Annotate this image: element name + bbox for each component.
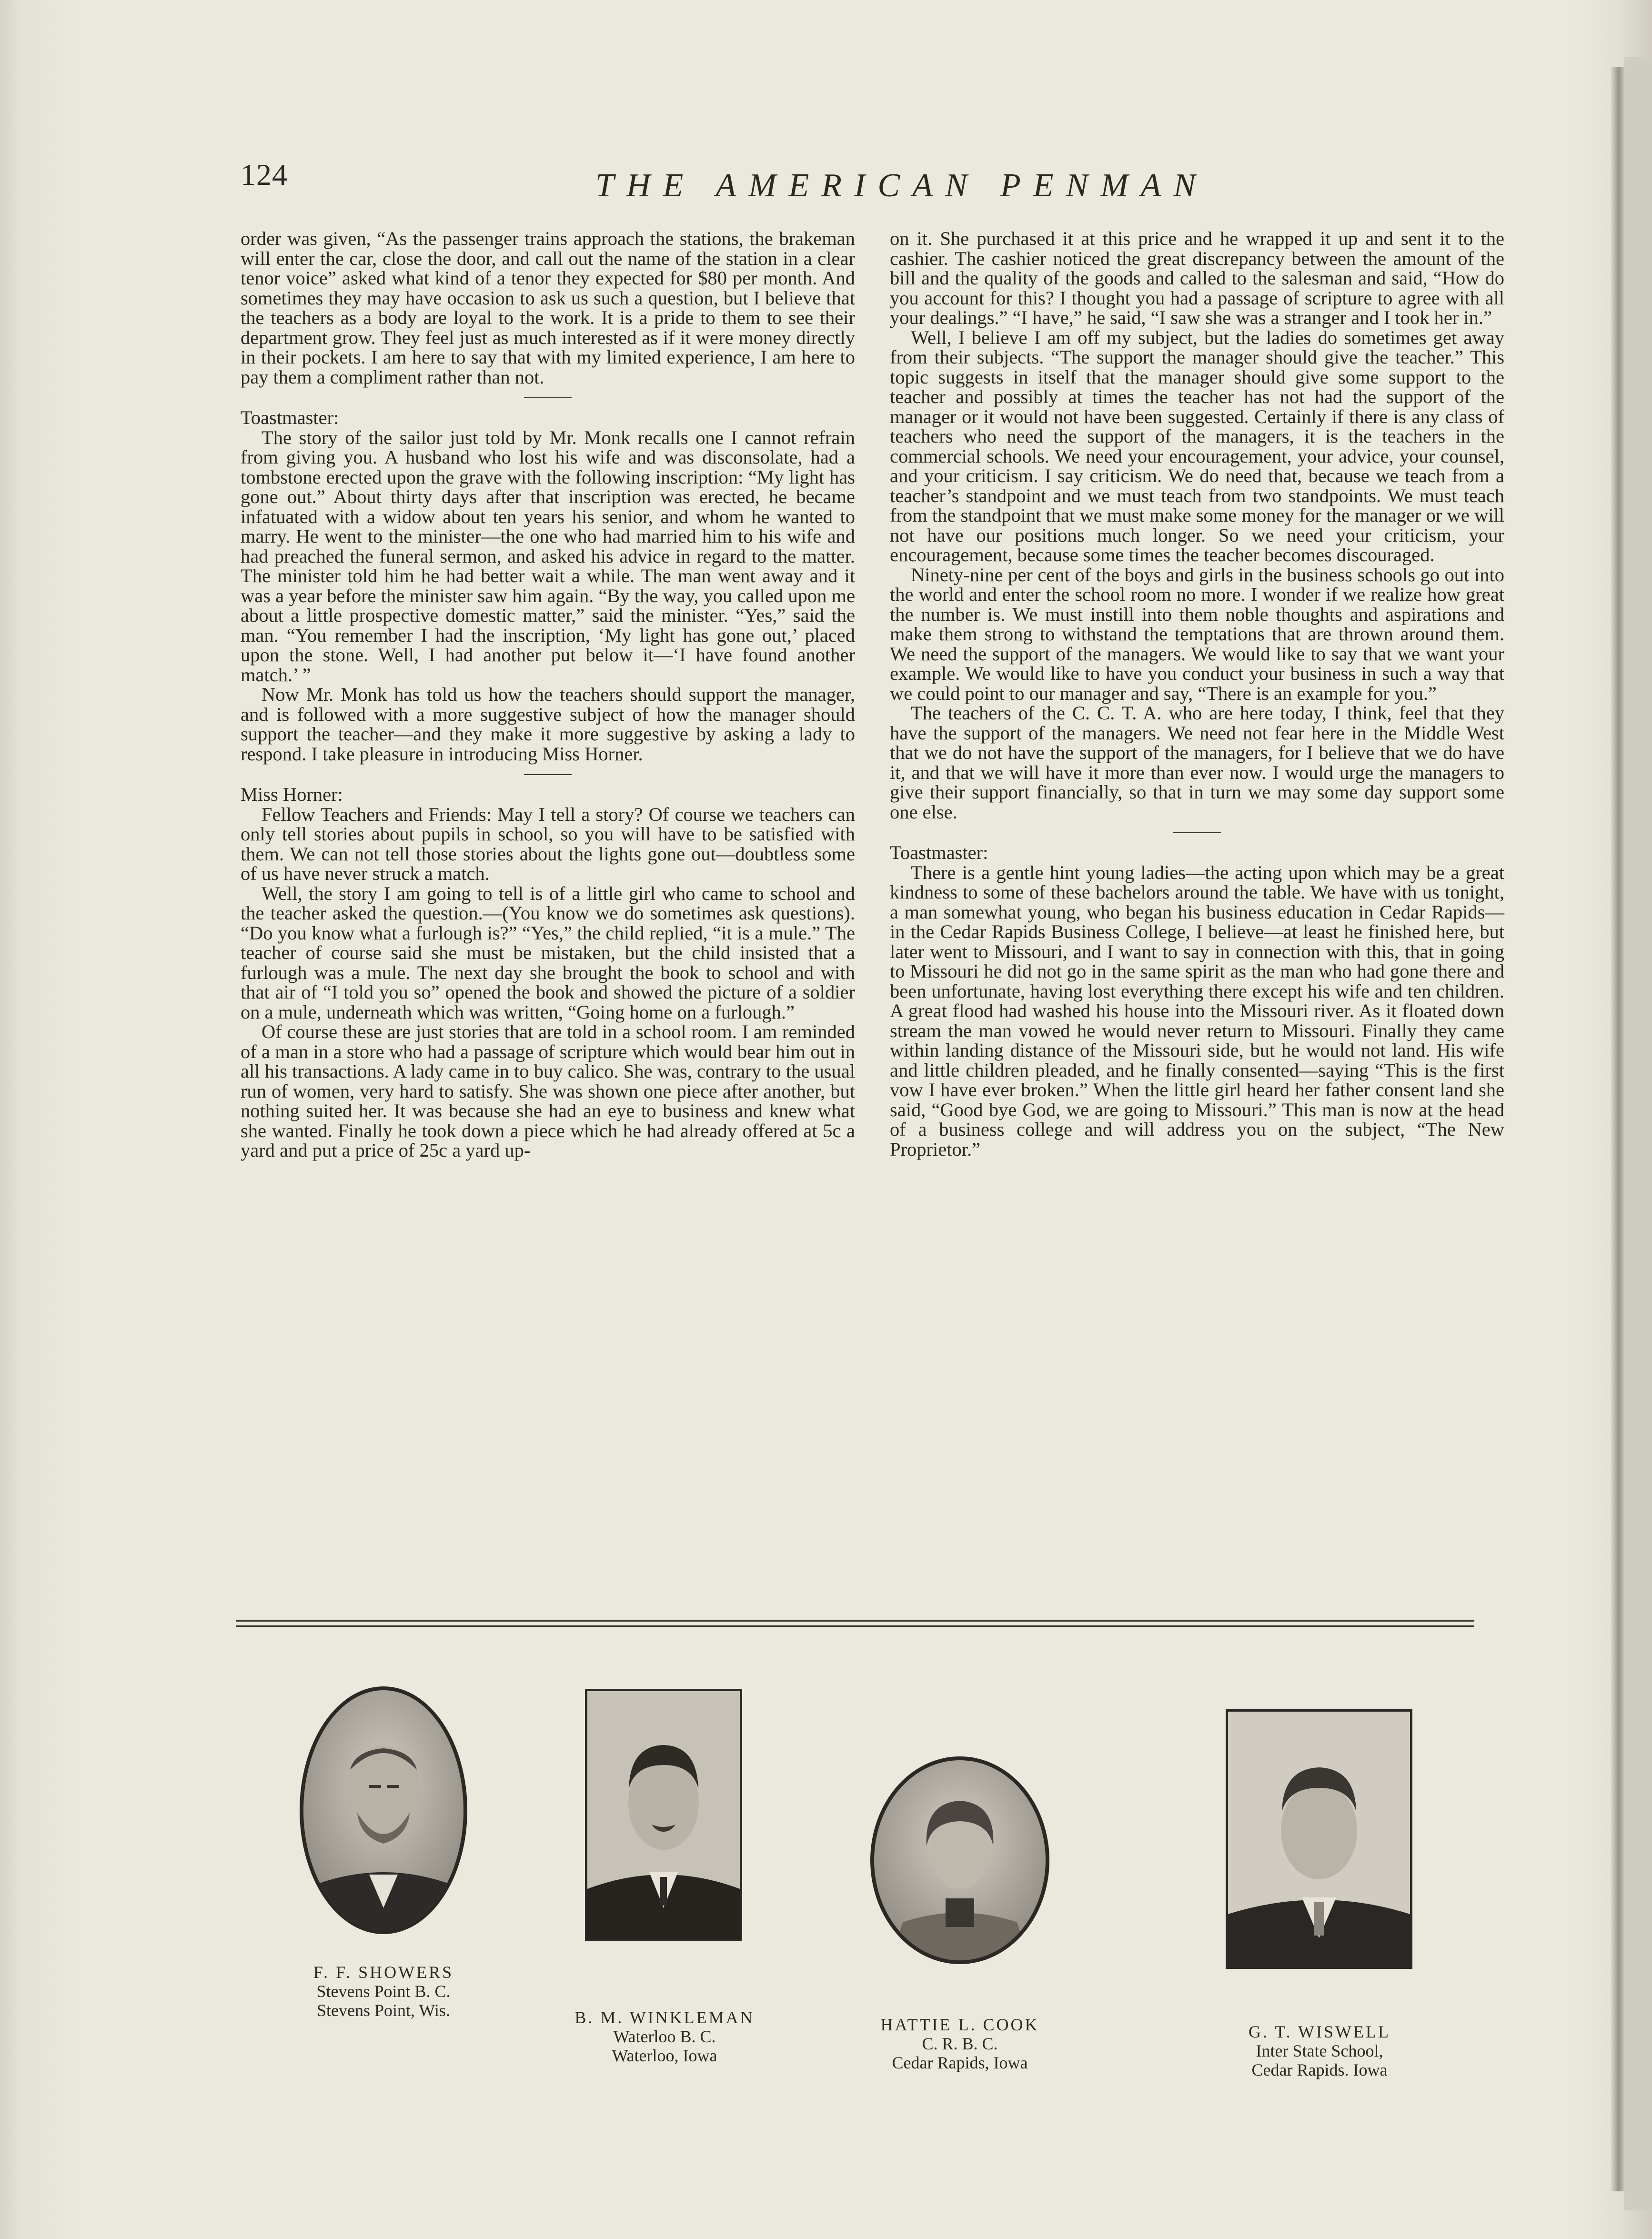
paragraph: The story of the sailor just told by Mr. Monk recalls one I cannot refrain from giving you. A husband who lost his wife and was disconsolate, had a tombstone erected upon the grave with the following inscription: “My light has gone out.” About thirty days after that inscription was erected, he became infatuated with a widow about ten years his senior, and whom he wanted to marry. He went to the minister—the one who had married him to his wife and had preached the funeral sermon, and asked his advice in regard to the matter. The minister told him he had better wait a while. The man went away and it was a year before the minister saw him again. “By the way, you called upon me about a little prospective domestic matter,” said the minister. “Yes,” said the man. “You remember I had the inscription, ‘My light has gone out,’ placed upon the stone. Well, I had another put below it—‘I have found another match.’ ” <box>241 426 855 686</box>
section-divider-bottom <box>236 1625 1474 1627</box>
portrait-g-t-wiswell <box>1226 1709 1412 1969</box>
portrait-location: Cedar Rapids. Iowa <box>1251 2060 1388 2079</box>
speaker-label: Toastmaster: <box>241 407 339 428</box>
portrait-location: Stevens Point, Wis. <box>317 2001 450 2020</box>
section-rule <box>524 397 572 398</box>
portrait-location: Cedar Rapids, Iowa <box>892 2053 1028 2072</box>
running-title: THE AMERICAN PENMAN <box>595 167 1208 204</box>
portrait-f-f-showers <box>298 1684 469 1936</box>
portrait-name: HATTIE L. COOK <box>880 2015 1039 2034</box>
portrait-photo-oval <box>869 1755 1050 1965</box>
portrait-name: F. F. SHOWERS <box>313 1963 454 1982</box>
paragraph: on it. She purchased it at this price and he wrapped it up and sent it to the cashier. The cashier noticed the great discrepancy between the amount of the bill and the quality of the goods and called to the salesman and said, “How do you account for this? I thought you had a passage of scripture to agree with all your dealings.” “I have,” he said, “I saw she was a stranger and I took her in.” <box>890 228 1504 328</box>
portrait-photo-oval <box>298 1684 469 1936</box>
paragraph: Well, I believe I am off my subject, but the ladies do sometimes get away from their subjects. “The support the manager should give the teacher.” This topic suggests in itself that the manager should give some support to the teacher and possibly at times the teacher has not had the support of the manager or it would not have been suggested. Certainly if there is any class of teachers who need the support of the managers, it is the teachers in the commercial schools. We need your encouragement, your advice, your counsel, and your criticism. I say criticism. We do need that, because we teach from a teacher’s standpoint and we must teach from two standpoints. We must teach from the standpoint that we must make some money for the manager or we will not have our positions much longer. So we need your criticism, your encouragement, because some times the teacher becomes discouraged. <box>890 326 1504 565</box>
portrait-school: Waterloo B. C. <box>613 2027 716 2046</box>
portrait-school: Stevens Point B. C. <box>316 1982 451 2001</box>
portrait-photo-rect <box>1226 1709 1412 1969</box>
speaker-label: Toastmaster: <box>890 842 988 863</box>
page-edge-shadow <box>1610 67 1624 2191</box>
section-divider-top <box>236 1620 1474 1622</box>
section-rule <box>524 774 572 775</box>
caption-hattie-l-cook <box>843 2015 1077 2072</box>
portrait-hattie-l-cook <box>869 1755 1050 1965</box>
paragraph: order was given, “As the passenger trains approach the stations, the brakeman will enter the car, close the door, and call out the name of the station in a clear tenor voice” asked what kind of a tenor they expected for $80 per month. And sometimes they may have occasion to ask us such a question, but I believe that the teachers as a body are loyal to the work. It is a pride to them to see their department grow. They feel just as much interested as if it were money directly in their pockets. I am here to say that with my limited experience, I am here to pay them a compliment rather than not. <box>241 228 855 388</box>
portrait-b-m-winkleman <box>585 1689 742 1941</box>
portrait-school: Inter State School, <box>1256 2041 1383 2060</box>
caption-g-t-wiswell <box>1205 2022 1434 2079</box>
paragraph: Of course these are just stories that are told in a school room. I am reminded of a man in a store who had a passage of scripture which would bear him out in all his transactions. A lady came in to buy calico. She was, contrary to the usual run of women, very hard to satisfy. She was shown one piece after another, but nothing suited her. It was because she had an eye to business and knew what she wanted. Finally he took down a piece which he had already offered at 5c a yard and put a price of 25c a yard up- <box>241 1021 855 1161</box>
section-rule <box>1173 832 1221 833</box>
right-text-column <box>890 229 1504 1159</box>
page-number: 124 <box>241 158 288 192</box>
paragraph: Ninety-nine per cent of the boys and girls in the business schools go out into the world and enter the school room no more. I wonder if we realize how great the number is. We must instill into them noble thoughts and aspirations and make them strong to withstand the temptations that are thrown around them. We need the support of the managers. We would like to say that we want your example. We would like to have you conduct your business in such a way that we could point to our manager and say, “There is an example for you.” <box>890 564 1504 704</box>
portrait-location: Waterloo, Iowa <box>612 2046 717 2065</box>
portrait-name: B. M. WINKLEMAN <box>574 2008 755 2027</box>
paragraph: There is a gentle hint young ladies—the acting upon which may be a great kindness to some of these bachelors around the table. We have with us tonight, a man somewhat young, who began his business education in Cedar Rapids—in the Cedar Rapids Business College, I believe—at least he finished here, but later went to Missouri, and I want to say in connection with this, that in going to Missouri he did not go in the same spirit as the man who had gone there and been unfortunate, having lost everything there except his wife and ten children. A great flood had washed his house into the Missouri river. As it floated down stream the man vowed he would never return to Missouri. Finally they came within landing distance of the Missouri side, but he would not land. His wife and little children pleaded, and he finally consented—saying “This is the first vow I have ever broken.” When the little girl heard her father consent land she said, “Good bye God, we are going to Missouri.” This man is now at the head of a business college and will address you on the subject, “The New Proprietor.” <box>890 861 1504 1160</box>
caption-b-m-winkleman <box>553 2008 776 2065</box>
paragraph: Well, the story I am going to tell is of a little girl who came to school and the teacher asked the question.—(You know we do sometimes ask questions). “Do you know what a furlough is?” “Yes,” the child replied, “it is a mule.” The teacher of course said she must be mistaken, but the child insisted that a furlough was a mule. The next day she brought the book to school and with that air of “I told you so” opened the book and showed the picture of a soldier on a mule, underneath which was written, “Going home on a furlough.” <box>241 882 855 1023</box>
portrait-name: G. T. WISWELL <box>1249 2022 1390 2041</box>
paragraph: The teachers of the C. C. T. A. who are here today, I think, feel that they have the support of the managers. We need not fear here in the Middle West that we do not have the support of the managers, for I believe that we do have it, and that we will have it more than ever now. I would urge the managers to give their support financially, so that in turn we may some day support some one else. <box>890 702 1504 823</box>
left-text-column <box>241 229 855 1160</box>
speaker-label: Miss Horner: <box>241 784 343 805</box>
caption-f-f-showers <box>264 1963 503 2020</box>
portrait-school: C. R. B. C. <box>922 2034 998 2053</box>
portrait-photo-rect <box>585 1689 742 1941</box>
paragraph: Fellow Teachers and Friends: May I tell a story? Of course we teachers can only tell stories about pupils in school, so you will have to be satisfied with them. We can not tell those stories about the lights gone out—doubtless some of us have never struck a match. <box>241 803 855 884</box>
paragraph: Now Mr. Monk has told us how the teachers should support the manager, and is followed with a more suggestive subject of how the manager should support the teacher—and they make it more suggestive by asking a lady to respond. I take pleasure in introducing Miss Horner. <box>241 684 855 765</box>
binding-edge <box>1624 57 1652 2210</box>
